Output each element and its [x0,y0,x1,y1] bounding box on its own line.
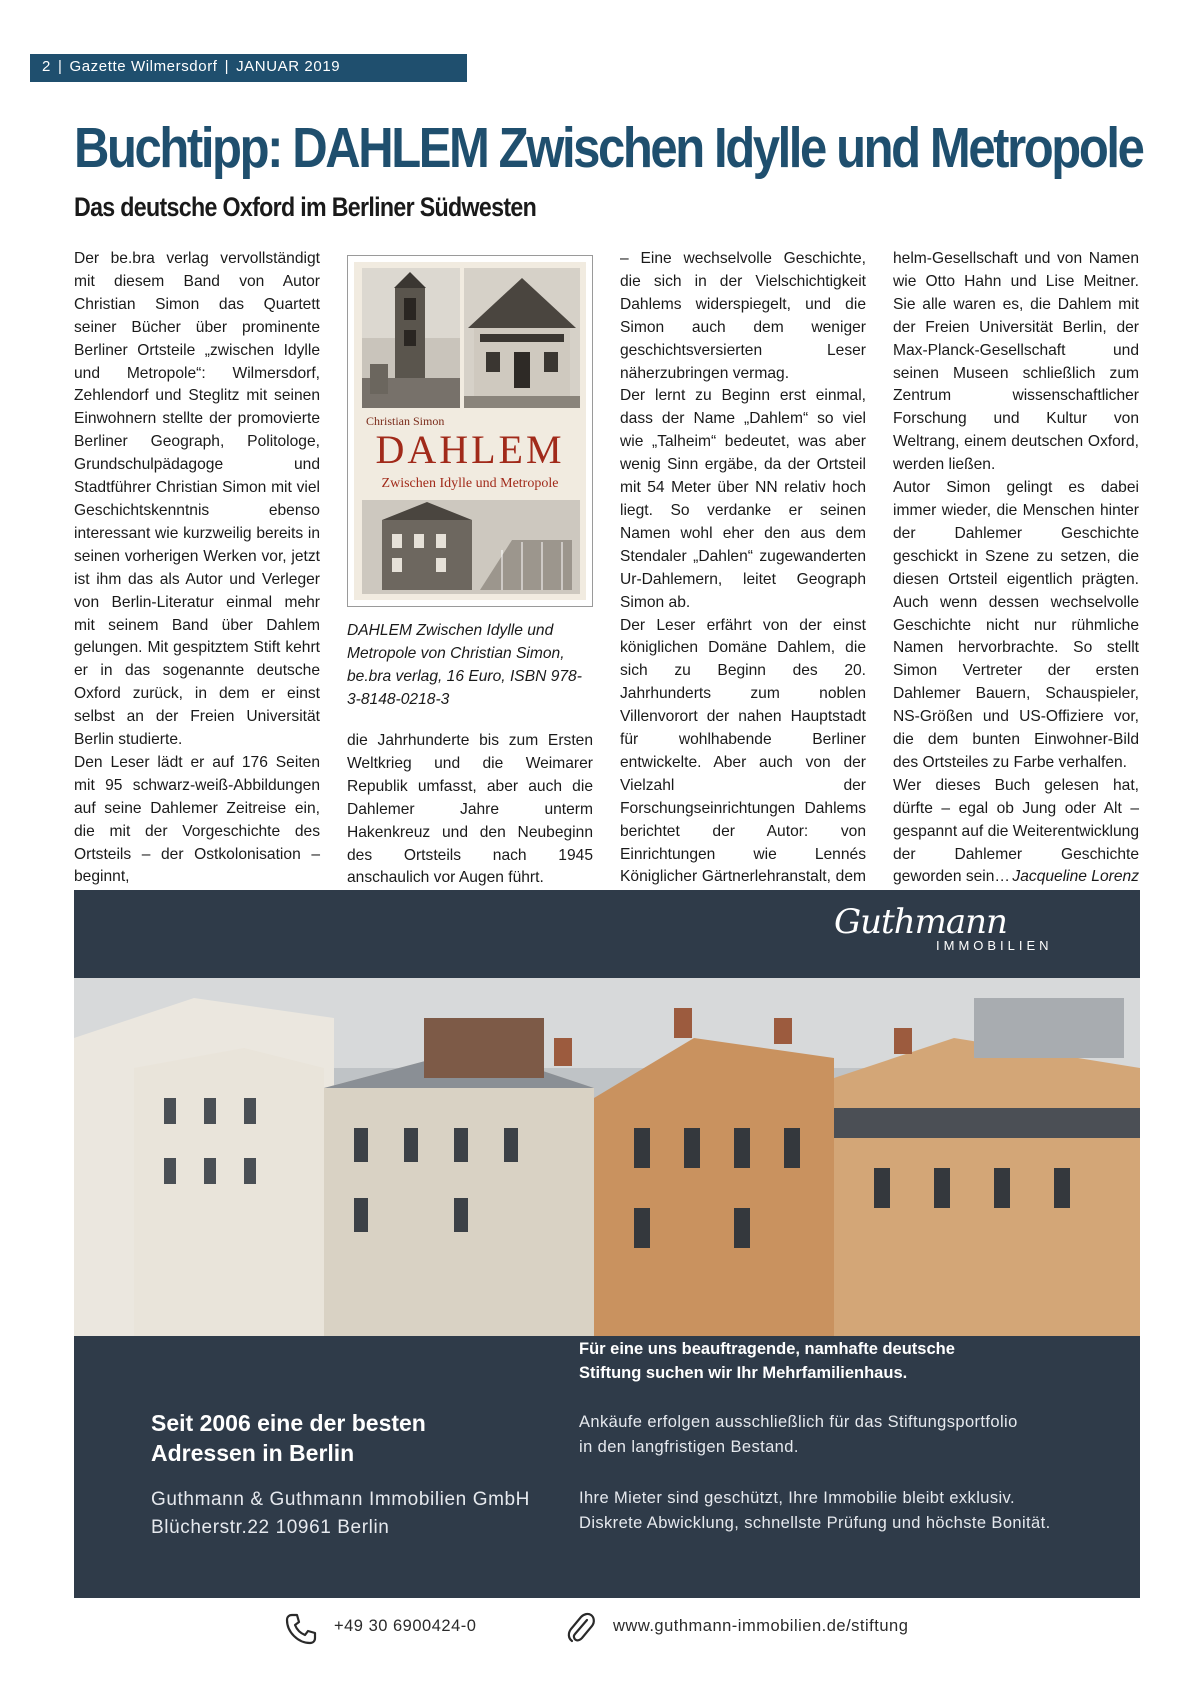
paragraph: Der be.bra verlag vervollständigt mit diesem Band von Autor Christian Simon das Quartett seiner Bücher über prominente Berliner Ortsteile „zwischen Idylle und Metropole“: Wilmersdorf, Zehlendorf und Steglitz mit seinen Einwohnern stellte der promovierte Berliner Geograph, Politologe, Grundschulpädagoge und Stadtführer Christian Simon mit viel Geschichtskenntnis ebenso interessant wie kurzweilig bereits in seinen vorherigen Werken vor, jetzt ist ihm das als Autor und Verleger von Berlin-Literatur einmal mehr mit seinem Band über Dahlem gelungen. Mit gespitztem Stift kehrt er in das sogenannte deutsche Oxford zurück, in dem er einst selbst an der Freien Universität Berlin studierte. [74,250,320,749]
paragraph: Autor Simon gelingt es dabei immer wieder, die Menschen hinter der Dahlemer Geschichte geschickt in Szene zu setzen, die diesen Ortsteil eigentlich prägten. Auch wenn dessen wechselvolle Geschichte nicht nur rühmliche Namen hervorbrachte. So stellt Simon Vertreter der ersten Dahlemer Bauern, Schauspieler, NS-Größen und US-Offiziere vor, die dem bunten Einwohner-Bild des Ortsteiles zu Farbe verhalfen. [893,479,1139,771]
phone-icon [284,1612,318,1646]
villa-photo [362,500,580,594]
publication-name: Gazette Wilmersdorf [69,58,218,75]
article-subtitle: Das deutsche Oxford im Berliner Südwesten [74,192,537,222]
article-column-1 [74,248,320,889]
rooftops-photo [74,978,1140,1336]
guthmann-logo: Guthmann [834,902,1007,942]
page-header: 2 | Gazette Wilmersdorf | JANUAR 2019 [42,58,341,75]
tower-photo [362,268,460,408]
issue-date: JANUAR 2019 [236,58,341,75]
book-subtitle: Zwischen Idylle und Metropole [381,476,559,491]
book-cover-image [347,255,593,607]
company-name: Guthmann & Guthmann Immobilien GmbH [151,1489,530,1510]
website-link[interactable]: www.guthmann-immobilien.de/stiftung [613,1617,909,1635]
phone-number[interactable]: +49 30 6900424-0 [334,1617,477,1635]
article-title: Buchtipp: DAHLEM Zwischen Idylle und Metropole [74,116,1143,180]
book-caption: DAHLEM Zwischen Idylle und Metropole von Christian Simon, be.bra verlag, 16 Euro, ISBN 978-3-8148-0218-3 [347,622,582,708]
article-column-4 [893,248,1139,889]
ad-paragraph: Ihre Mieter sind geschützt, Ihre Immobilie bleibt exklusiv. Diskrete Abwicklung, schnellste Prüfung und höchste Bonität. [579,1489,1051,1532]
ad-tagline: Seit 2006 eine der besten Adressen in Berlin [151,1410,426,1466]
paragraph: Den Leser lädt er auf 176 Seiten mit 95 schwarz-weiß-Abbildungen auf seine Dahlemer Zeitreise ein, die mit der Vorgeschichte des Ortsteils – der Ostkolonisation – beginnt, [74,753,320,886]
street-address: Blücherstr.22 10961 Berlin [151,1517,390,1538]
logo-wordmark: IMMOBILIEN [936,938,1053,953]
company-address [151,1486,530,1542]
article-author: Jacqueline Lorenz [1012,868,1139,886]
ad-headline: Für eine uns beauftragende, namhafte deutsche Stiftung suchen wir Ihr Mehrfamilienhaus. [579,1340,955,1382]
book-author: Christian Simon [366,414,445,428]
book-cover [354,262,586,600]
paragraph: helm-Gesellschaft und von Namen wie Otto Hahn und Lise Meitner. Sie alle waren es, die Dahlem mit der Freien Universität Berlin, der Max-Planck-Gesellschaft und seinen Museen schließlich zum Zentrum wissenschaftlicher Forschung und Kultur von Weltrang, einem deutschen Oxford, werden ließen. [893,250,1139,474]
article-column-2: die Jahrhunderte bis zum Ersten Weltkrieg und die Weimarer Republik umfasst, aber auch die Dahlemer Jahre unterm Hakenkreuz und den Neubeginn des Ortsteils nach 1945 anschaulich vor Augen führt. [347,732,593,887]
paragraph: – Eine wechselvolle Geschichte, die sich in der Vielschichtigkeit Dahlems widerspiegelt, und die Simon auch dem weniger geschichtsversierten Leser näherzubringen vermag. [620,250,866,382]
page-number: 2 [42,58,51,75]
paperclip-icon [565,1612,597,1646]
book-title: DAHLEM [375,427,565,472]
house-photo [464,268,580,408]
paragraph: Der Leser erfährt von der einst königlichen Domäne Dahlem, die sich zu Beginn des 20. Jahrhunderts zum noblen Villenvorort der nahen Hauptstadt für wohlhabende Berliner entwickelte. Aber auch von der Vielzahl der Forschungseinrichtungen Dahlems berichtet der Autor: von Einrichtungen wie Lennés Königlicher Gärtnerlehranstalt, dem [620,616,866,886]
paragraph: Der lernt zu Beginn erst einmal, dass der Name „Dahlem“ so viel wie „Talheim“ bedeutet, was aber wenig Sinn ergäbe, da der Ortsteil mit 54 Meter über NN relativ hoch liegt. So verdanke er seinen Namen wohl eher den aus dem Stendaler „Dahlen“ zugewanderten Ur-Dahlemern, leitet Geograph Simon ab. [620,387,866,611]
ad-paragraph: Ankäufe erfolgen ausschließlich für das Stiftungsportfolio in den langfristigen Bestand. [579,1413,1018,1456]
article-column-3 [620,248,866,912]
paragraph: Wer dieses Buch gelesen hat, dürfte – egal ob Jung oder Alt – gespannt auf die Weiterentwicklung der Dahlemer Geschichte geworden sein… Jacqueline Lorenz [893,775,1139,890]
